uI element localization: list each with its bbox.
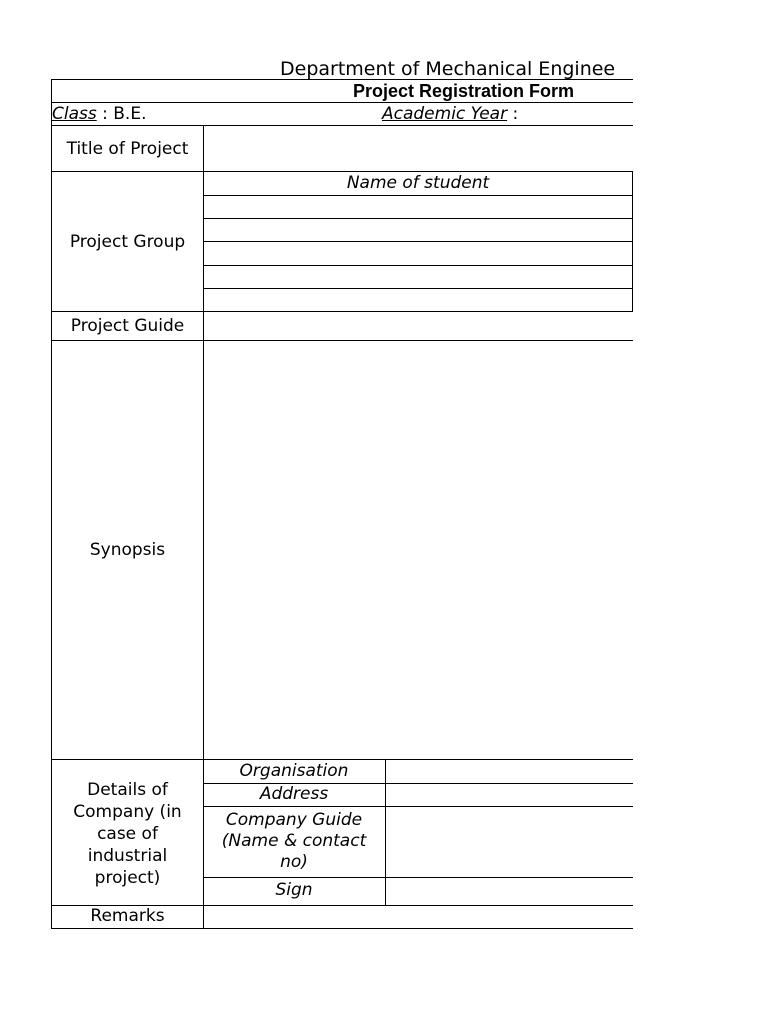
synopsis-field[interactable]	[204, 341, 632, 759]
student-row-1-field[interactable]	[204, 196, 632, 218]
company-guide-label: Company Guide (Name & contact no)	[221, 810, 367, 872]
remarks-label: Remarks	[90, 906, 165, 926]
academic-year-label: Academic Year	[382, 104, 508, 124]
academic-year-suffix: :	[507, 104, 519, 124]
left-border	[51, 79, 52, 928]
project-group-label: Project Group	[69, 232, 186, 252]
organisation-field[interactable]	[386, 760, 632, 782]
student-row-2-field[interactable]	[204, 219, 632, 241]
details-of-company-label: Details of Company (in case of industrial project)	[73, 780, 182, 888]
sign-field[interactable]	[386, 878, 632, 904]
student-row-3-field[interactable]	[204, 242, 632, 264]
class-line	[52, 104, 146, 124]
project-guide-field[interactable]	[204, 312, 632, 340]
address-label: Address	[259, 784, 329, 804]
row-line-title	[51, 171, 633, 172]
student-row-4-field[interactable]	[204, 266, 632, 288]
academic-year-line	[382, 104, 518, 124]
project-guide-label: Project Guide	[70, 316, 185, 336]
form-title: Project Registration Form	[353, 81, 575, 101]
class-value: : B.E.	[96, 104, 147, 124]
header-top-line	[51, 79, 633, 80]
synopsis-label: Synopsis	[89, 540, 166, 560]
address-field[interactable]	[386, 784, 632, 806]
student-row-5-field[interactable]	[204, 289, 632, 311]
title-of-project-label: Title of Project	[66, 139, 189, 159]
remarks-field[interactable]	[204, 906, 632, 928]
class-label: Class	[52, 104, 97, 124]
title-of-project-field[interactable]	[204, 126, 632, 171]
name-of-student-header: Name of student	[346, 173, 490, 193]
sign-label: Sign	[275, 880, 313, 900]
organisation-label: Organisation	[239, 761, 349, 781]
header-line-2	[51, 102, 633, 103]
company-guide-field[interactable]	[386, 807, 632, 876]
department-title: Department of Mechanical Enginee	[280, 58, 616, 80]
table-bottom-line	[51, 928, 633, 929]
